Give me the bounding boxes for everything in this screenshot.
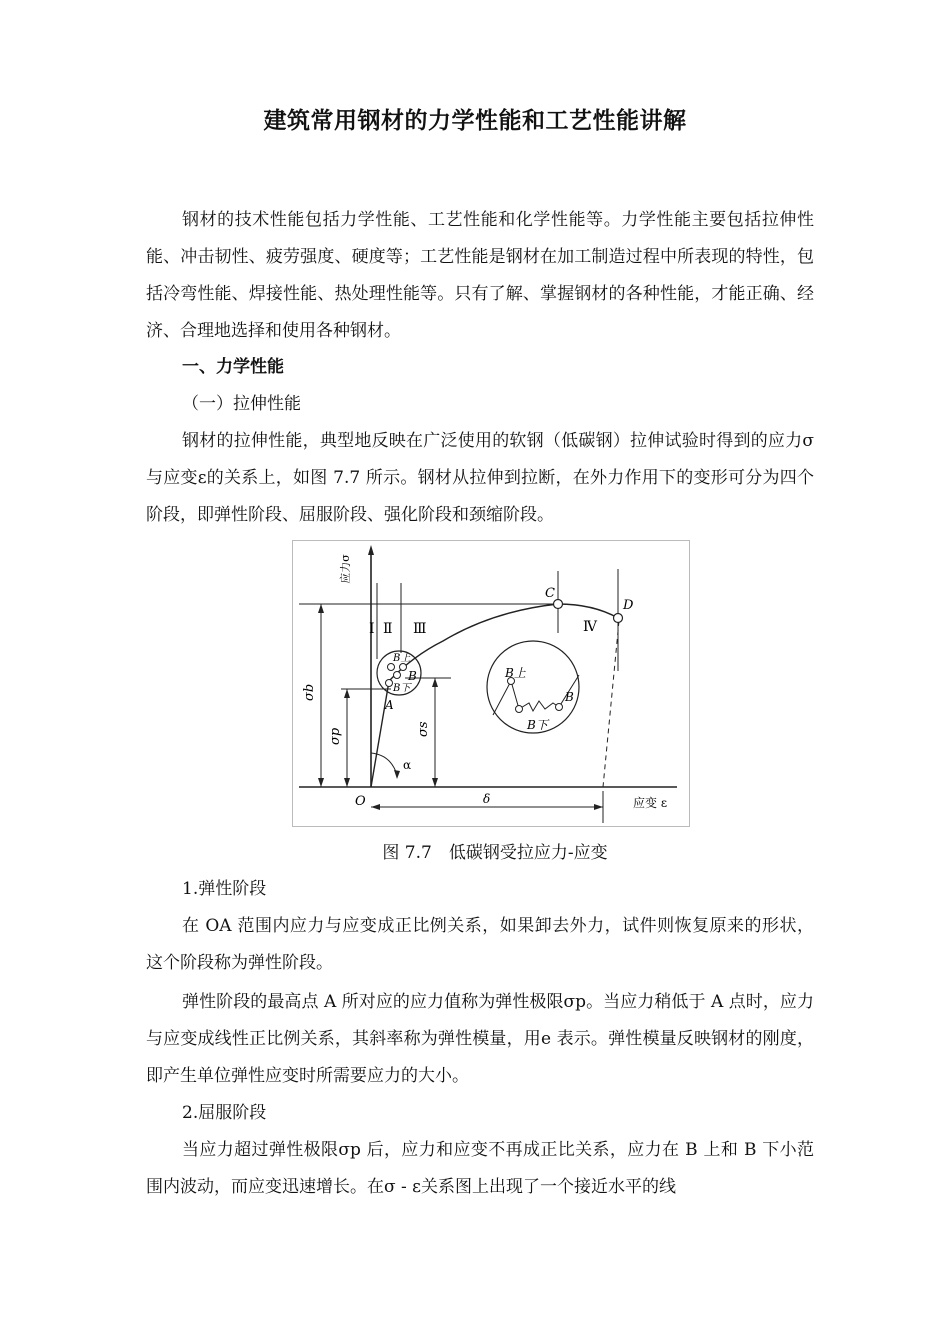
stage-label-4: Ⅳ	[583, 619, 597, 635]
subsection-heading-tensile: （一）拉伸性能	[182, 394, 301, 414]
item1-heading: 1.弹性阶段	[182, 879, 267, 899]
stress-strain-diagram	[293, 541, 689, 826]
document-title: 建筑常用钢材的力学性能和工艺性能讲解	[263, 108, 687, 134]
y-axis-label: 应力σ	[339, 554, 352, 584]
figure-caption: 图 7.7 低碳钢受拉应力-应变	[382, 843, 608, 863]
sigma-p-label: σp	[328, 727, 343, 745]
item1-paragraph-2: 弹性阶段的最高点 A 所对应的应力值称为弹性极限σp。当应力稍低于 A 点时，应力与应变成线性正比例关系，其斜率称为弹性模量，用e 表示。弹性模量反映钢材的刚度，即产生单位弹性应变时所需要应力的大小。	[146, 992, 814, 1086]
sigma-b-label: σb	[302, 683, 317, 701]
delta-label: δ	[483, 792, 491, 806]
sigma-s-label: σs	[416, 721, 431, 737]
alpha-label: α	[403, 758, 412, 772]
point-c-label: C	[545, 586, 555, 601]
point-d-label: D	[623, 598, 634, 613]
x-axis-label: 应变 ε	[633, 796, 668, 810]
stage-label-1: Ⅰ	[369, 621, 375, 637]
item1-paragraph-1: 在 OA 范围内应力与应变成正比例关系，如果卸去外力，试件则恢复原来的形状，这个阶段称为弹性阶段。	[146, 916, 814, 973]
section-heading-mechanical: 一、力学性能	[182, 357, 284, 377]
point-a-label: A	[385, 698, 394, 712]
svg-text:B: B	[565, 690, 574, 704]
svg-text:B下: B下	[393, 683, 411, 694]
svg-text:B: B	[408, 669, 417, 683]
svg-text:B下: B下	[527, 718, 548, 732]
origin-label: O	[355, 794, 366, 809]
stage-label-2: Ⅱ	[383, 621, 393, 637]
y-axis-arrow	[368, 545, 374, 555]
tensile-paragraph: 钢材的拉伸性能，典型地反映在广泛使用的软钢（低碳钢）拉伸试验时得到的应力σ与应变ε的关系上，如图 7.7 所示。钢材从拉伸到拉断，在外力作用下的变形可分为四个阶段，即弹性阶段、屈服阶段、强化阶段和颈缩阶段。	[146, 431, 814, 525]
point-d-marker	[614, 614, 623, 623]
stage-label-3: Ⅲ	[413, 621, 427, 637]
svg-text:B上: B上	[505, 666, 526, 680]
item2-paragraph: 当应力超过弹性极限σp 后，应力和应变不再成正比关系，应力在 B 上和 B 下小范围内波动，而应变迅速增长。在σ - ε关系图上出现了一个接近水平的线	[146, 1140, 814, 1197]
intro-paragraph: 钢材的技术性能包括力学性能、工艺性能和化学性能等。力学性能主要包括拉伸性能、冲击韧性、疲劳强度、硬度等；工艺性能是钢材在加工制造过程中所表现的特性，包括冷弯性能、焊接性能、热处理性能等。只有了解、掌握钢材的各种性能，才能正确、经济、合理地选择和使用各种钢材。	[146, 210, 814, 341]
fracture-line	[603, 621, 619, 787]
stress-strain-figure	[292, 540, 690, 827]
item2-heading: 2.屈服阶段	[182, 1103, 267, 1123]
svg-text:B上: B上	[393, 653, 411, 664]
